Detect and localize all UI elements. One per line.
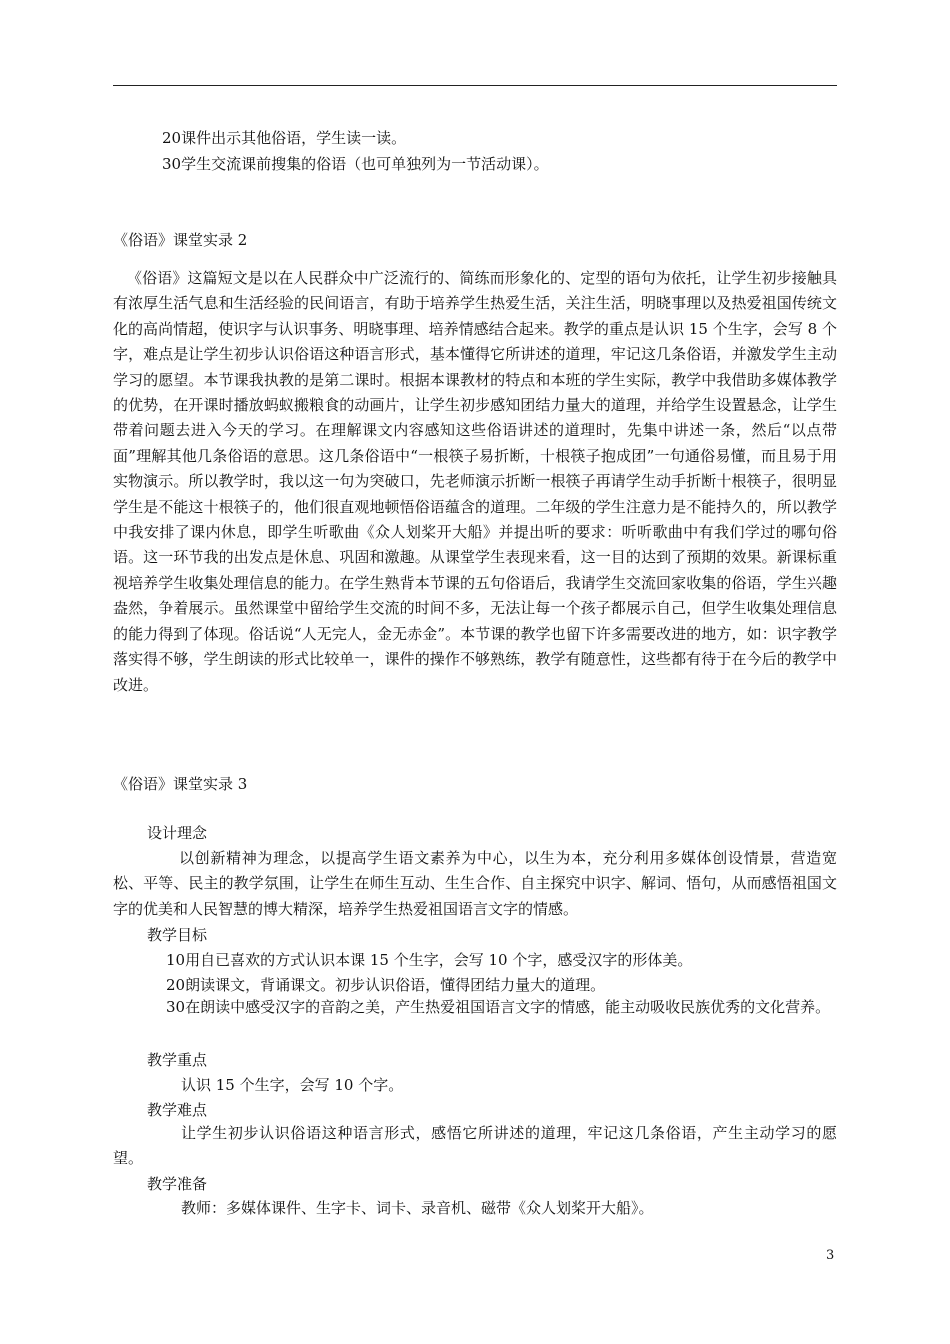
header-rule [113,85,837,86]
key-heading: 教学重点 [147,1051,208,1069]
goal-2: 20朗读课文，背诵课文。初步认识俗语，懂得团结力量大的道理。 [166,976,606,994]
section2-paragraph: 《俗语》这篇短文是以在人民群众中广泛流行的、简练而形象化的、定型的语句为依托，让学生初步接触具有浓厚生活气息和生活经验的民间语言，有助于培养学生热爱生活，关注生活，明晓事理以及热爱祖国传统文化的高尚情超，使识字与认识事务、明晓事理、培养情感结合起来。教学的重点是认识 15 个生字，会写 8 个字，难点是让学生初步认识俗语这种语言形式，基本懂得它所讲述的道理，牢记这几条俗语，并激发学生主动学习的愿望。本节课我执教的是第二课时。根据本课教材的特点和本班的学生实际，教学中我借助多媒体教学的优势，在开课时播放蚂蚁搬粮食的动画片，让学生初步感知团结力量大的道理，并给学生设置悬念，让学生带着问题去进入今天的学习。在理解课文内容感知这些俗语讲述的道理时，先集中讲述一条，然后“以点带面”理解其他几条俗语的意思。这几条俗语中“一根筷子易折断，十根筷子抱成团”一句通俗易懂，而且易于用实物演示。所以教学时，我以这一句为突破口，先老师演示折断一根筷子再请学生动手折断十根筷子，很明显学生是不能这十根筷子的，他们很直观地顿悟俗语蕴含的道理。二年级的学生注意力是不能持久的，所以教学中我安排了课内休息，即学生听歌曲《众人划桨开大船》并提出听的要求：听听歌曲中有我们学过的哪句俗语。这一环节我的出发点是休息、巩固和激趣。从课堂学生表现来看，这一目的达到了预期的效果。新课标重视培养学生收集处理信息的能力。在学生熟背本节课的五句俗语后，我请学生交流回家收集的俗语，学生兴趣盎然，争着展示。虽然课堂中留给学生交流的时间不多，无法让每一个孩子都展示自己，但学生收集处理信息的能力得到了体现。俗话说“人无完人，金无赤金”。本节课的教学也留下许多需要改进的地方，如：识字教学落实得不够，学生朗读的形式比较单一，课件的操作不够熟练，教学有随意性，这些都有待于在今后的教学中改进。 [113,269,837,694]
difficulty-heading: 教学难点 [147,1101,208,1119]
goals-heading: 教学目标 [147,926,208,944]
concept-text: 以创新精神为理念，以提高学生语文素养为中心，以生为本，充分利用多媒体创设情景，营造宽松、平等、民主的教学氛围，让学生在师生互动、生生合作、自主探究中识字、解词、悟句，从而感悟祖国文字的优美和人民智慧的博大精深，培养学生热爱祖国语言文字的情感。 [113,849,837,918]
prep-heading: 教学准备 [147,1175,208,1193]
top-item-2: 20课件出示其他俗语，学生读一读。 [162,129,407,147]
difficulty-text: 让学生初步认识俗语这种语言形式，感悟它所讲述的道理，牢记这几条俗语，产生主动学习的愿望。 [113,1124,837,1168]
top-item-3: 30学生交流课前搜集的俗语（也可单独列为一节活动课）。 [162,155,549,173]
key-text: 认识 15 个生字，会写 10 个字。 [181,1076,404,1094]
section3-title: 《俗语》课堂实录 3 [113,775,248,793]
goal-1: 10用自已喜欢的方式认识本课 15 个生字，会写 10 个字，感受汉字的形体美。 [166,951,693,969]
goal-3: 30在朗读中感受汉字的音韵之美，产生热爱祖国语言文字的情感，能主动吸收民族优秀的文化营养。 [166,998,831,1016]
section2-title: 《俗语》课堂实录 2 [113,231,248,249]
concept-heading: 设计理念 [147,824,208,842]
page-number: 3 [826,1248,835,1263]
prep-text: 教师：多媒体课件、生字卡、词卡、录音机、磁带《众人划桨开大船》。 [181,1199,654,1217]
